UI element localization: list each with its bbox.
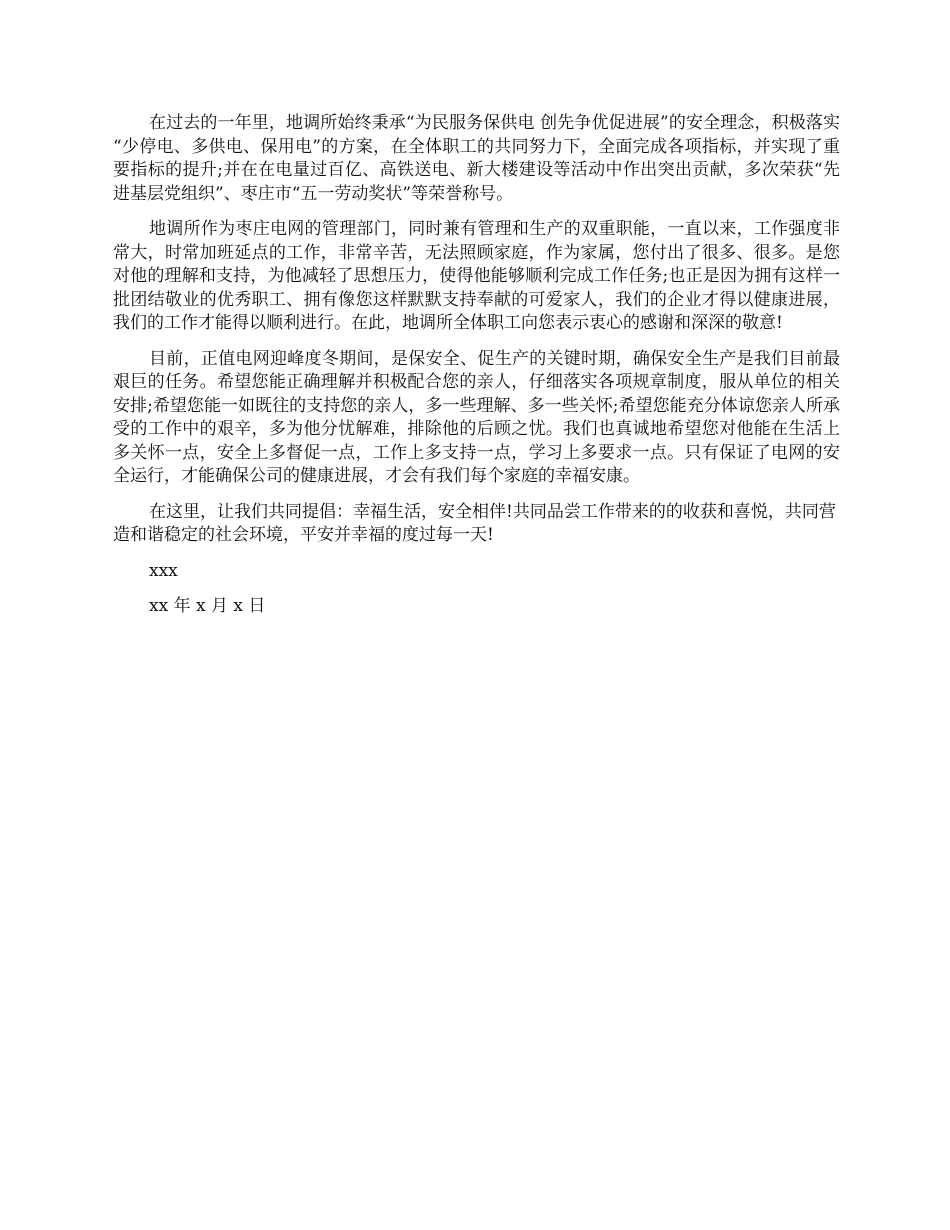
paragraph-3: 目前，正值电网迎峰度冬期间，是保安全、促生产的关键时期，确保安全生产是我们目前最艰巨的任务。希望您能正确理解并积极配合您的亲人，仔细落实各项规章制度，服从单位的相关安排;希望您能一如既往的支持您的亲人，多一些理解、多一些关怀;希望您能充分体谅您亲人所承受的工作中的艰辛，多为他分忧解难，排除他的后顾之忧。我们也真诚地希望您对他能在生活上多关怀一点，安全上多督促一点，工作上多支持一点，学习上多要求一点。只有保证了电网的安全运行，才能确保公司的健康进展，才会有我们每个家庭的幸福安康。 — [113, 348, 840, 486]
letter-body — [113, 112, 840, 619]
paragraph-2: 地调所作为枣庄电网的管理部门，同时兼有管理和生产的双重职能，一直以来，工作强度非常大，时常加班延点的工作，非常辛苦，无法照顾家庭，作为家属，您付出了很多、很多。是您对他的理解和支持，为他减轻了思想压力，使得他能够顺利完成工作任务;也正是因为拥有这样一批团结敬业的优秀职工、拥有像您这样默默支持奉献的可爱家人，我们的企业才得以健康进展，我们的工作才能得以顺利进行。在此，地调所全体职工向您表示衷心的感谢和深深的敬意! — [113, 219, 840, 333]
paragraph-4: 在这里，让我们共同提倡：幸福生活，安全相伴!共同品尝工作带来的的收获和喜悦，共同营造和谐稳定的社会环境，平安并幸福的度过每一天! — [113, 501, 836, 545]
signature: xxx — [149, 560, 178, 581]
paragraph-1: 在过去的一年里，地调所始终秉承“为民服务保供电 创先争优促进展”的安全理念，积极落实 “少停电、多供电、保用电”的方案，在全体职工的共同努力下，全面完成各项指标，并实现了重要指标的提升;并在在电量过百亿、高铁送电、新大楼建设等活动中作出突出贡献，多次荣获“先进基层党组织”、枣庄市“五一劳动奖状”等荣誉称号。 — [113, 113, 840, 204]
date-line: xx 年 x 月 x 日 — [149, 596, 266, 616]
